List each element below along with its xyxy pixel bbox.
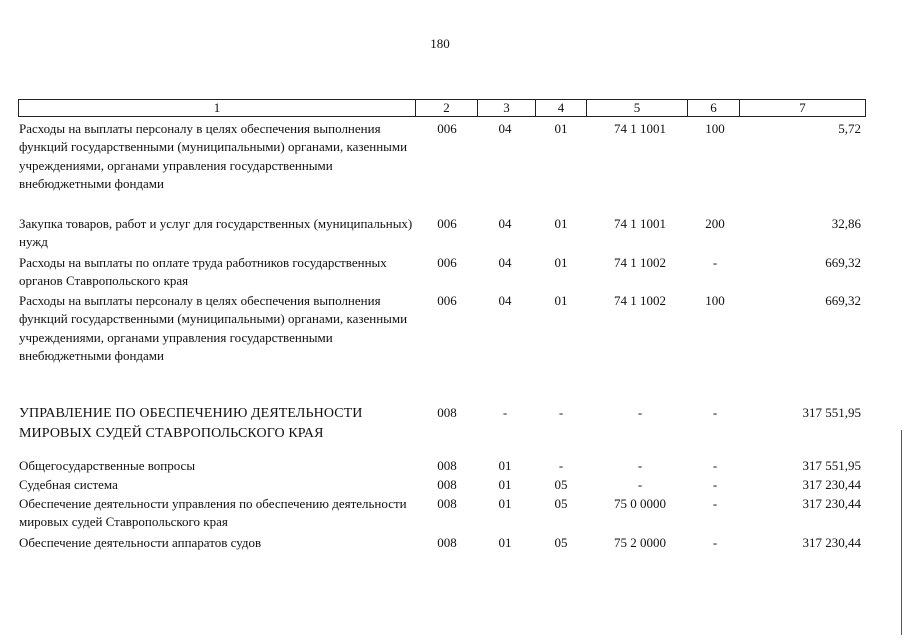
row-pr: 05 xyxy=(554,477,568,492)
row-ved: 008 xyxy=(437,458,457,473)
row-vr: - xyxy=(712,535,718,550)
row-sum: 317 551,95 xyxy=(802,405,861,420)
row-rz: 01 xyxy=(498,477,512,492)
row-vr: 200 xyxy=(705,216,725,231)
row-sum: 317 230,44 xyxy=(802,496,861,511)
row-ved: 008 xyxy=(437,496,457,511)
row-csr: 74 1 1002 xyxy=(614,293,666,308)
row-ved: 006 xyxy=(437,255,457,270)
column-header-5: 5 xyxy=(587,100,688,117)
row-name: УПРАВЛЕНИЕ ПО ОБЕСПЕЧЕНИЮ ДЕЯТЕЛЬНОСТИ МИРОВЫХ СУДЕЙ СТАВРОПОЛЬСКОГО КРАЯ xyxy=(19,406,363,441)
row-csr: 74 1 1001 xyxy=(614,216,666,231)
row-rz: 04 xyxy=(498,216,512,231)
column-header-7: 7 xyxy=(740,100,866,117)
row-ved: 008 xyxy=(437,535,457,550)
row-vr: - xyxy=(712,458,718,473)
row-name: Обеспечение деятельности аппаратов судов xyxy=(19,535,262,550)
row-vr: 100 xyxy=(705,121,725,136)
row-ved: 008 xyxy=(437,477,457,492)
row-name: Расходы на выплаты по оплате труда работников государственных органов Ставропольского края xyxy=(19,255,387,289)
row-csr: - xyxy=(637,477,643,492)
row-ved: 006 xyxy=(437,216,457,231)
row-pr: 01 xyxy=(554,293,568,308)
row-name: Расходы на выплаты персоналу в целях обеспечения выполнения функций государственными (муниципальными) органами, казенными учреждениями, органами управления государственными внебюджетными фондами xyxy=(19,121,408,192)
row-sum: 5,72 xyxy=(838,121,861,136)
row-rz: 04 xyxy=(498,293,512,308)
row-name: Судебная система xyxy=(19,477,118,492)
row-ved: 006 xyxy=(437,293,457,308)
row-sum: 669,32 xyxy=(825,293,861,308)
row-vr: 100 xyxy=(705,293,725,308)
row-csr: - xyxy=(637,405,643,420)
row-sum: 317 230,44 xyxy=(802,535,861,550)
row-sum: 32,86 xyxy=(831,216,861,231)
page-number: 180 xyxy=(430,36,450,51)
row-csr: 74 1 1001 xyxy=(614,121,666,136)
row-pr: 01 xyxy=(554,216,568,231)
row-pr: 05 xyxy=(554,496,568,511)
row-ved: 006 xyxy=(437,121,457,136)
column-header-2: 2 xyxy=(416,100,478,117)
row-ved: 008 xyxy=(437,405,457,420)
row-csr: 75 2 0000 xyxy=(614,535,666,550)
row-sum: 669,32 xyxy=(825,255,861,270)
column-header-3: 3 xyxy=(478,100,536,117)
row-rz: 01 xyxy=(498,458,512,473)
row-rz: 04 xyxy=(498,255,512,270)
row-name: Общегосударственные вопросы xyxy=(19,458,196,473)
row-rz: 04 xyxy=(498,121,512,136)
row-vr: - xyxy=(712,477,718,492)
row-pr: - xyxy=(558,405,564,420)
row-vr: - xyxy=(712,405,718,420)
column-header-table xyxy=(18,99,866,117)
row-name: Расходы на выплаты персоналу в целях обеспечения выполнения функций государственными (муниципальными) органами, казенными учреждениями, органами управления государственными внебюджетными фондами xyxy=(19,293,408,364)
row-pr: 01 xyxy=(554,121,568,136)
row-csr: - xyxy=(637,458,643,473)
row-rz: 01 xyxy=(498,496,512,511)
row-pr: - xyxy=(558,458,564,473)
row-csr: 74 1 1002 xyxy=(614,255,666,270)
row-vr: - xyxy=(712,255,718,270)
row-vr: - xyxy=(712,496,718,511)
row-pr: 05 xyxy=(554,535,568,550)
column-header-row xyxy=(19,100,866,117)
row-csr: 75 0 0000 xyxy=(614,496,666,511)
scan-edge-line xyxy=(901,430,902,635)
column-header-1: 1 xyxy=(19,100,416,117)
row-name: Закупка товаров, работ и услуг для государственных (муниципальных) нужд xyxy=(19,216,413,250)
row-rz: 01 xyxy=(498,535,512,550)
row-sum: 317 551,95 xyxy=(802,458,861,473)
column-header-4: 4 xyxy=(536,100,587,117)
row-pr: 01 xyxy=(554,255,568,270)
row-name: Обеспечение деятельности управления по обеспечению деятельности мировых судей Ставропольского края xyxy=(19,496,407,530)
row-sum: 317 230,44 xyxy=(802,477,861,492)
row-rz: - xyxy=(502,405,508,420)
column-header-6: 6 xyxy=(688,100,740,117)
